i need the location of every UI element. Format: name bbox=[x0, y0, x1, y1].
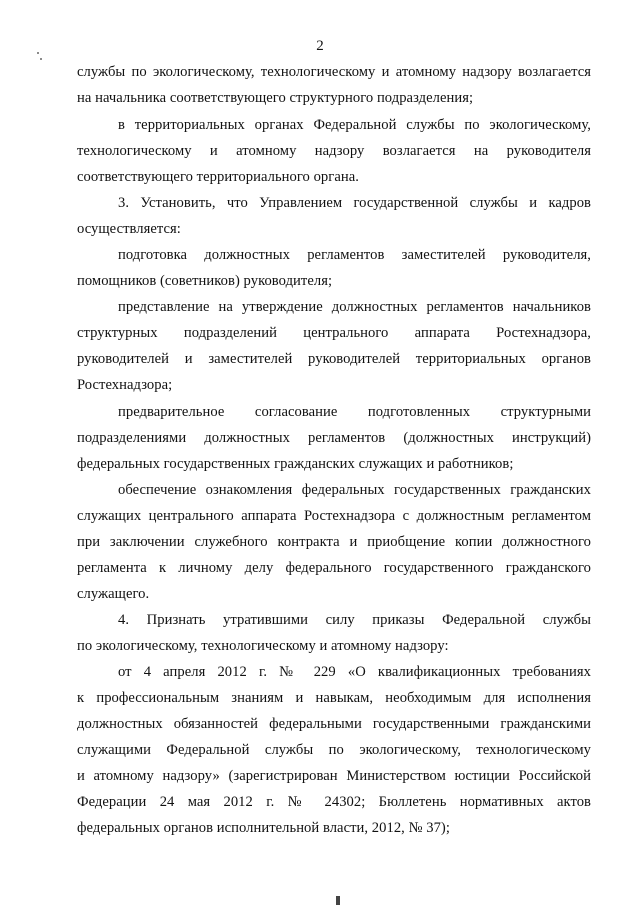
text-line: и атомному надзору» (зарегистрирован Министерством юстиции Российской bbox=[77, 768, 591, 784]
text-line: федеральных государственных гражданских служащих и работников; bbox=[77, 456, 514, 472]
text-line: подразделениями должностных регламентов (должностных инструкций) bbox=[77, 430, 591, 446]
text-line: служащего. bbox=[77, 586, 150, 602]
text-line: 4. Признать утратившими силу приказы Федеральной службы bbox=[118, 612, 591, 628]
text-line: Ростехнадзора; bbox=[77, 377, 173, 393]
text-line: 3. Установить, что Управлением государственной службы и кадров bbox=[118, 195, 591, 211]
text-line: структурных подразделений центрального аппарата Ростехнадзора, bbox=[77, 325, 591, 341]
text-line: служащими Федеральной службы по экологическому, технологическому bbox=[77, 742, 591, 758]
text-line: регламента к личному делу федерального государственного гражданского bbox=[77, 560, 591, 576]
text-line: в территориальных органах Федеральной службы по экологическому, bbox=[118, 117, 591, 133]
text-line: при заключении служебного контракта и приобщение копии должностного bbox=[77, 534, 591, 550]
text-line: служащих центрального аппарата Ростехнадзора с должностным регламентом bbox=[77, 508, 591, 524]
text-line: по экологическому, технологическому и атомному надзору: bbox=[77, 638, 449, 654]
text-line: от 4 апреля 2012 г. № 229 «О квалификационных требованиях bbox=[118, 664, 591, 680]
scan-edge-mark bbox=[336, 896, 340, 905]
text-line: на начальника соответствующего структурного подразделения; bbox=[77, 90, 474, 106]
text-line: соответствующего территориального органа. bbox=[77, 169, 359, 185]
scan-speck bbox=[37, 52, 39, 54]
text-line: руководителей и заместителей руководителей территориальных органов bbox=[77, 351, 591, 367]
text-line: предварительное согласование подготовленных структурными bbox=[118, 404, 591, 420]
text-line: осуществляется: bbox=[77, 221, 181, 237]
text-line: к профессиональным знаниям и навыкам, необходимым для исполнения bbox=[77, 690, 591, 706]
text-line: помощников (советников) руководителя; bbox=[77, 273, 333, 289]
text-line: должностных обязанностей федеральными государственными гражданскими bbox=[77, 716, 591, 732]
text-line: федеральных органов исполнительной власти, 2012, № 37); bbox=[77, 820, 450, 836]
text-line: представление на утверждение должностных регламентов начальников bbox=[118, 299, 591, 315]
scan-speck bbox=[40, 58, 42, 60]
text-line: технологическому и атомному надзору возлагается на руководителя bbox=[77, 143, 591, 159]
text-line: подготовка должностных регламентов заместителей руководителя, bbox=[118, 247, 591, 263]
text-line: обеспечение ознакомления федеральных государственных гражданских bbox=[118, 482, 591, 498]
page-number: 2 bbox=[316, 38, 324, 54]
text-line: Федерации 24 мая 2012 г. № 24302; Бюллетень нормативных актов bbox=[77, 794, 591, 810]
text-line: службы по экологическому, технологическому и атомному надзору возлагается bbox=[77, 64, 591, 80]
